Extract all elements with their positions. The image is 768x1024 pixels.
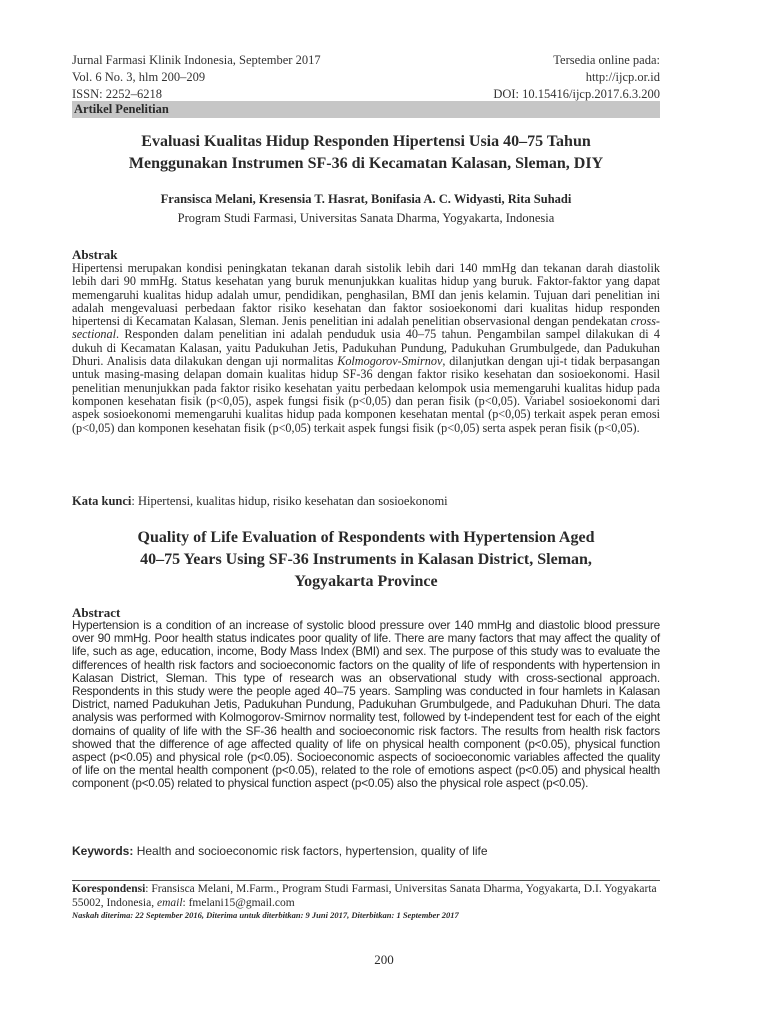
abstract-heading: Abstract [72,605,121,620]
journal-url[interactable]: http://ijcp.or.id [585,70,660,84]
correspondence-label: Korespondensi [72,883,146,895]
authors: Fransisca Melani, Kresensia T. Hasrat, Bonifasia A. C. Widyasti, Rita Suhadi [160,192,572,206]
volume-info: Vol. 6 No. 3, hlm 200–209 [72,70,206,84]
title-english [72,527,660,593]
title-id-line1: Evaluasi Kualitas Hidup Responden Hipertensi Usia 40–75 Tahun [141,133,591,150]
doi[interactable]: DOI: 10.15416/ijcp.2017.6.3.200 [493,87,660,101]
affiliation: Program Studi Farmasi, Universitas Sanata Dharma, Yogyakarta, Indonesia [177,211,555,225]
abstrak-italic-2: Kolmogorov-Smirnov [337,354,443,369]
kata-kunci-label: Kata kunci [72,494,132,508]
journal-name: Jurnal Farmasi Klinik Indonesia, September 2017 [72,53,321,67]
title-en-line1: Quality of Life Evaluation of Respondents with Hypertension Aged [137,529,595,546]
correspondence [72,882,660,910]
correspondence-text: : Fransisca Melani, M.Farm., Program Studi Farmasi, Universitas Sanata Dharma, Yogyakarta, D.I. Yogyakarta 55002, Indonesia, [72,883,657,909]
abstrak-text-3: , dilanjutkan dengan uji-t tidak berpasangan untuk masing-masing delapan domain kualitas hidup SF-36 dengan faktor risiko kesehatan dan sosioekonomi. Hasil penelitian menunjukkan pada faktor risiko kesehatan yaitu perbedaan kelompok usia memengaruhi kualitas hidup pada komponen kesehatan fisik (p<0,05), aspek fungsi fisik (p<0,05) dan peran fisik (p<0,05). Variabel sosioekonomi dari aspek sosioekonomi memengaruhi kualitas hidup pada komponen kesehatan mental (p<0,05) terkait aspek peran emosi (p<0,05) dan komponen kesehatan fisik (p<0,05) terkait aspek fungsi fisik (p<0,05) serta aspek peran fisik (p<0,05). [72,354,660,435]
journal-header-line1 [72,52,660,68]
kata-kunci [72,494,660,509]
section-label: Artikel Penelitian [72,101,660,118]
journal-header-line2 [72,69,660,85]
abstrak-text-2: . Responden dalam penelitian ini adalah penduduk usia 40–75 tahun. Pengambilan sampel dilakukan di 4 dukuh di Kecamatan Kalasan, yaitu Padukuhan Jetis, Padukuhan Pundung, Padukuhan Grumbulgede, dan Padukuhan Dhuri. Analisis data dilakukan dengan uji normalitas [72,327,660,369]
footnote-divider [72,880,660,881]
issn: ISSN: 2252–6218 [72,87,162,101]
title-en-line3: Yogyakarta Province [294,573,438,590]
keywords-text: Health and socioeconomic risk factors, hypertension, quality of life [133,844,488,858]
keywords-label: Keywords: [72,844,134,858]
email-address[interactable]: : fmelani15@gmail.com [182,897,295,909]
abstrak-italic-1: cross-sectional [72,314,660,342]
title-id-line2: Menggunakan Instrumen SF-36 di Kecamatan Kalasan, Sleman, DIY [128,155,604,172]
abstrak-heading: Abstrak [72,247,118,262]
journal-header-line3 [72,86,660,102]
title-indonesian [72,131,660,175]
email-label: email [156,897,183,909]
abstrak-text-1: Hipertensi merupakan kondisi peningkatan tekanan darah sistolik lebih dari 140 mmHg dan tekanan darah diastolik lebih dari 90 mmHg. Status kesehatan yang buruk menunjukkan kualitas hidup yang buruk. Faktor-faktor yang dapat memengaruhi kualitas hidup adalah umur, pendidikan, penghasilan, BMI dan jenis kelamin. Tujuan dari penelitian ini adalah mengevaluasi perbedaan faktor risiko kesehatan dan faktor sosioekonomi dari kualitas hidup responden hipertensi di Kecamatan Kalasan, Sleman. Jenis penelitian ini adalah penelitian observasional dengan pendekatan [72,261,660,329]
online-label: Tersedia online pada: [553,53,660,67]
manuscript-dates: Naskah diterima: 22 September 2016, Diterima untuk diterbitkan: 9 Juni 2017, Diterbitkan: 1 September 2017 [72,910,459,920]
abstrak-body [72,262,660,435]
abstract-body: Hypertension is a condition of an increase of systolic blood pressure over 140 mmHg and diastolic blood pressure over 90 mmHg. Poor health status indicates poor quality of life. There are many factors that may affect the quality of life, such as age, education, income, Body Mass Index (BMI) and sex. The purpose of this study was to evaluate the differences of health risk factors and socioeconomic factors on the quality of life of respondents with hypertension in Kalasan District, Sleman. This type of research was an observational study with cross-sectional approach. Respondents in this study were the people aged 40–75 years. Sampling was conducted in four hamlets in Kalasan District, named Padukuhan Jetis, Padukuhan Pundung, Padukuhan Grumbulgede, and Padukuhan Dhuri. The data analysis was performed with Kolmogorov-Smirnov normality test, followed by t-independent test for each of the eight domains of quality of life with the SF-36 health and socioeconomic risk factors. The results from health risk factors showed that the difference of age affected quality of life on physical health component (p<0.05), physical function aspect (p<0.05) and physical role (p<0.05). Socioeconomic aspects of socioeconomic variables affected the quality of life on the mental health component (p<0.05), related to the role of emotions aspect (p<0.05) and physical health component (p<0.05) related to physical function aspect (p<0.05) also the physical role aspect (p<0.05). [72,618,660,791]
kata-kunci-text: : Hipertensi, kualitas hidup, risiko kesehatan dan sosioekonomi [131,494,448,508]
page-number: 200 [374,952,394,967]
title-en-line2: 40–75 Years Using SF-36 Instruments in Kalasan District, Sleman, [140,551,592,568]
keywords [72,844,660,858]
